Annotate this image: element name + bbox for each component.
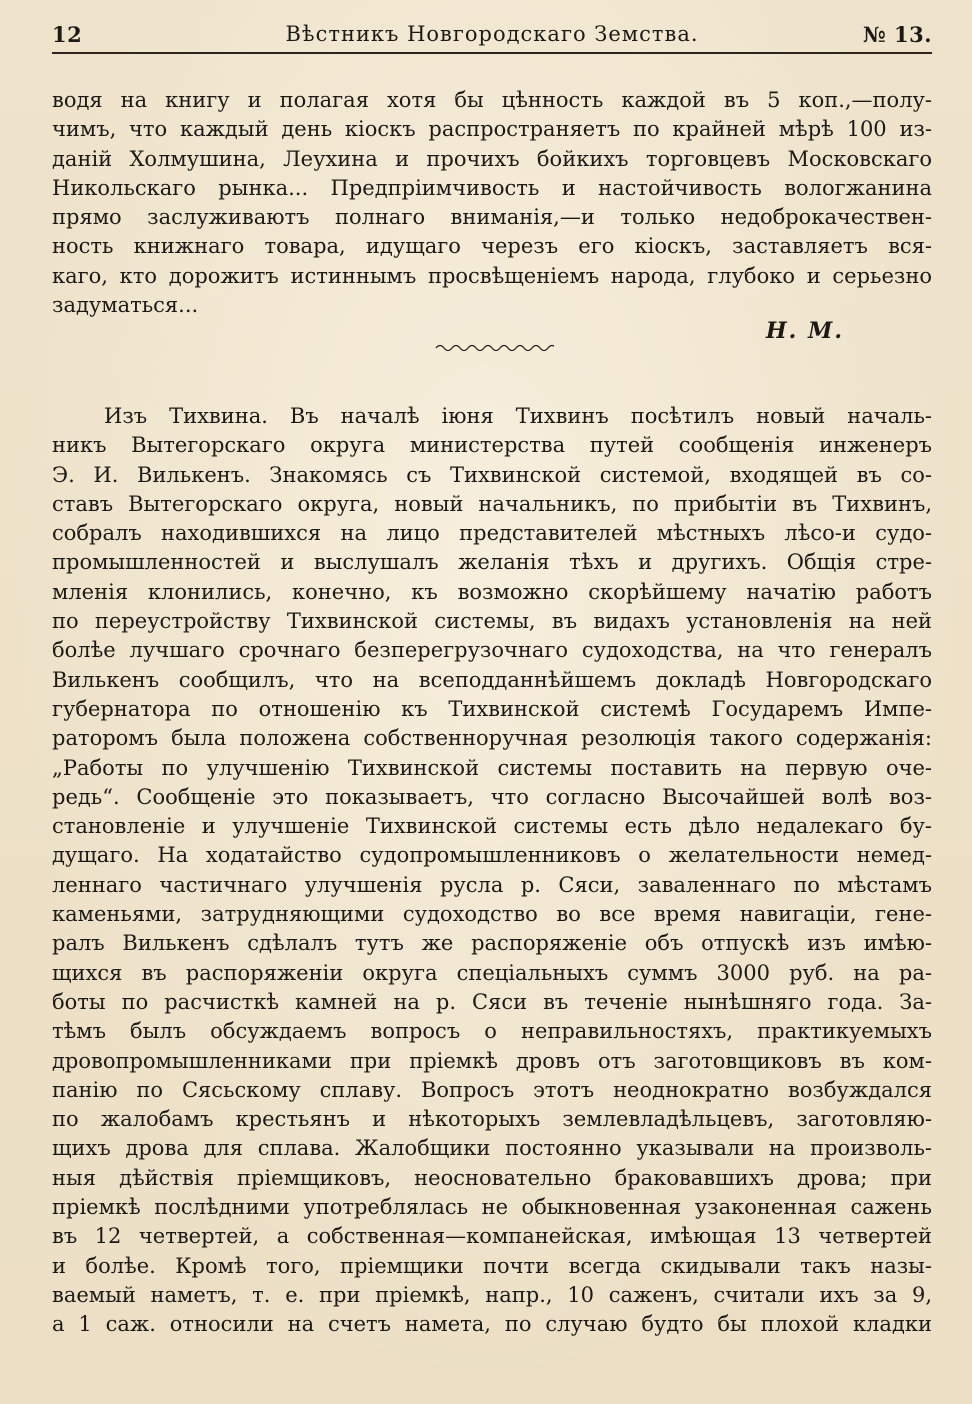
text-line: губернатора по отношенію къ Тихвинской системѣ Государемъ Импе-: [52, 696, 932, 721]
issue-number: № 13.: [862, 22, 932, 47]
text-line: каменьями, затрудняющими судоходство во все время навигаціи, гене-: [52, 902, 932, 927]
author-signature: Н. М.: [765, 318, 844, 344]
text-line: редь“. Сообщеніе это показываетъ, что согласно Высочайшей волѣ воз-: [52, 784, 932, 809]
text-line: промышленностей и выслушалъ желанія тѣхъ и другихъ. Общія стре-: [52, 550, 932, 575]
text-line: „Работы по улучшенію Тихвинской системы поставить на первую оче-: [52, 755, 932, 780]
publication-title: Вѣстникъ Новгородскаго Земства.: [285, 22, 699, 46]
text-line: пріемкѣ послѣдними употреблялась не обыкновенная узаконенная сажень: [52, 1195, 932, 1220]
text-line: становленіе и улучшеніе Тихвинской системы есть дѣло недалекаго бу-: [52, 814, 932, 839]
text-line: каго, кто дорожитъ истиннымъ просвѣщеніемъ народа, глубоко и серьезно: [52, 263, 932, 288]
text-line: въ 12 четвертей, а собственная—компанейская, имѣющая 13 четвертей: [52, 1224, 932, 1249]
text-line: болѣе лучшаго срочнаго безперегрузочнаго судоходства, на что генералъ: [52, 638, 932, 663]
text-line: дровопромышленниками при пріемкѣ дровъ отъ заготовщиковъ въ ком-: [52, 1048, 932, 1073]
text-line: раторомъ была положена собственноручная резолюція такого содержанія:: [52, 726, 932, 751]
text-line: задуматься...: [52, 293, 199, 318]
text-line: ность книжнаго товара, идущаго черезъ его кіоскъ, заставляетъ вся-: [52, 234, 932, 259]
text-line: панію по Сясьскому сплаву. Вопросъ этотъ неоднократно возбуждался: [52, 1077, 932, 1102]
text-line: Э. И. Вилькенъ. Знакомясь съ Тихвинской системой, входящей въ со-: [52, 462, 932, 487]
text-line: Никольскаго рынка... Предпріимчивость и настойчивость вологжанина: [52, 175, 932, 200]
text-line: Изъ Тихвина. Въ началѣ іюня Тихвинъ посѣтилъ новый началь-: [104, 404, 932, 428]
text-line: дущаго. На ходатайство судопромышленниковъ о желательности немед-: [52, 843, 932, 868]
text-line: ваемый наметъ, т. е. при пріемкѣ, напр., 10 саженъ, считали ихъ за 9,: [52, 1282, 932, 1307]
page-header: [52, 22, 932, 54]
text-line: ныя дѣйствія пріемщиковъ, неосновательно браковавшихъ дрова; при: [52, 1165, 932, 1190]
text-line: по жалобамъ крестьянъ и нѣкоторыхъ землевладѣльцевъ, заготовляю-: [52, 1107, 932, 1132]
text-line: Вилькенъ сообщилъ, что на всеподданнѣйшемъ докладѣ Новгородскаго: [52, 667, 932, 692]
text-line: даній Холмушина, Леухина и прочихъ бойкихъ торговцевъ Московскаго: [52, 146, 932, 171]
text-line: щихъ дрова для сплава. Жалобщики постоянно указывали на произволь-: [52, 1136, 932, 1161]
article-2: [52, 402, 932, 1340]
text-line: и болѣе. Кромѣ того, пріемщики почти всегда скидывали такъ назы-: [52, 1253, 932, 1278]
text-line: собралъ находившихся на лицо представителей мѣстныхъ лѣсо-и судо-: [52, 521, 932, 546]
text-line: а 1 саж. относили на счетъ намета, по случаю будто бы плохой кладки: [52, 1312, 932, 1337]
text-line: тѣмъ былъ обсуждаемъ вопросъ о неправильностяхъ, практикуемыхъ: [52, 1019, 932, 1044]
text-line: ралъ Вилькенъ сдѣлалъ тутъ же распоряженіе объ отпускѣ изъ имѣю-: [52, 931, 932, 956]
page-number: 12: [52, 22, 83, 47]
text-line: никъ Вытегорскаго округа министерства путей сообщенія инженеръ: [52, 433, 932, 458]
text-line: щихся въ распоряженіи округа спеціальныхъ суммъ 3000 руб. на ра-: [52, 960, 932, 985]
text-line: боты по расчисткѣ камней на р. Сяси въ теченіе нынѣшняго года. За-: [52, 989, 932, 1014]
text-line: водя на книгу и полагая хотя бы цѣнность каждой въ 5 коп.,—полу-: [52, 88, 932, 112]
text-line: по переустройству Тихвинской системы, въ видахъ установленія на ней: [52, 609, 932, 634]
text-line: ставъ Вытегорскаго округа, новый начальникъ, по прибытіи въ Тихвинъ,: [52, 491, 932, 516]
text-line: мленія клонились, конечно, къ возможно скорѣйшему начатію работъ: [52, 579, 932, 604]
text-line: чимъ, что каждый день кіоскъ распространяетъ по крайней мѣрѣ 100 из-: [52, 117, 932, 142]
article-1: [52, 86, 932, 320]
text-line: леннаго частичнаго улучшенія русла р. Сяси, заваленнаго по мѣстамъ: [52, 872, 932, 897]
text-line: прямо заслуживаютъ полнаго вниманія,—и только недоброкачествен-: [52, 205, 932, 230]
wavy-divider-icon: [434, 342, 554, 354]
